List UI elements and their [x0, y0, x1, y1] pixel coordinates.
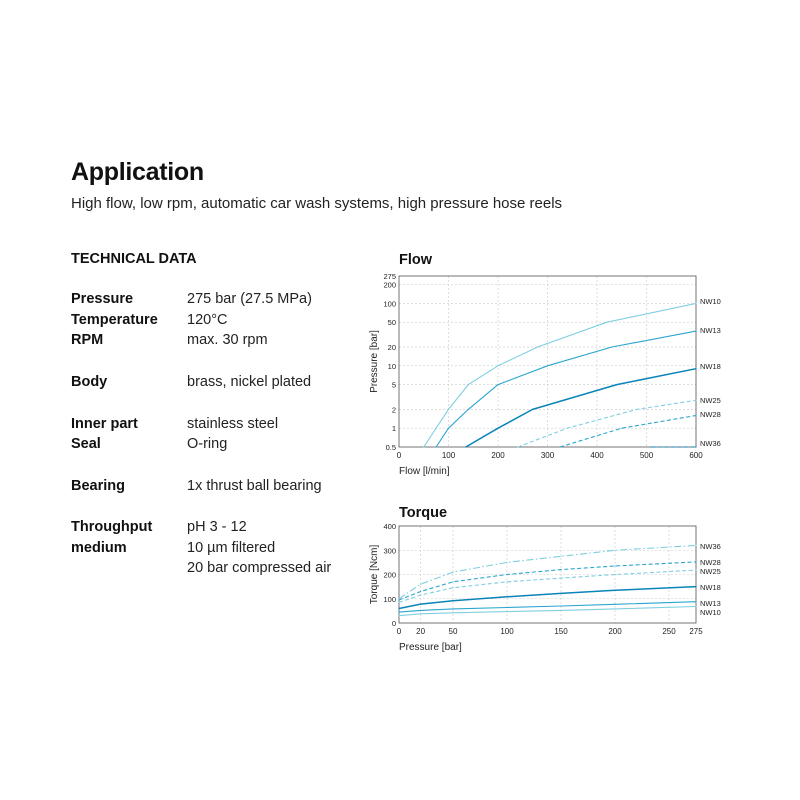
torque-point-nw36 — [560, 556, 561, 557]
flow-y-tick-label: 1 — [391, 424, 396, 434]
torque-point-nw36 — [420, 584, 421, 585]
torque-point-nw18 — [506, 596, 507, 597]
flow-point-nw10 — [436, 428, 437, 429]
spec-label-bearing: Bearing — [71, 478, 125, 494]
spec-label-temperature: Temperature — [71, 312, 158, 328]
torque-point-nw10 — [398, 615, 399, 616]
flow-chart — [369, 272, 721, 477]
torque-series-nw10 — [399, 607, 696, 616]
flow-point-nw10 — [606, 322, 607, 323]
spec-value-compressed-air: 20 bar compressed air — [187, 560, 332, 576]
flow-point-nw10 — [448, 409, 449, 410]
torque-point-nw18 — [614, 590, 615, 591]
torque-x-tick-label: 50 — [448, 627, 458, 636]
flow-x-tick-label: 600 — [689, 451, 703, 460]
torque-point-nw36 — [695, 545, 696, 546]
flow-y-tick-label: 50 — [387, 318, 396, 328]
spec-label-body: Body — [71, 374, 108, 390]
spec-value-filtered: 10 µm filtered — [187, 540, 276, 556]
flow-series-label-nw25: NW25 — [700, 396, 721, 405]
flow-point-nw10 — [537, 346, 538, 347]
flow-y-tick-label: 20 — [387, 343, 396, 353]
flow-point-nw25 — [517, 446, 518, 447]
torque-point-nw28 — [420, 591, 421, 592]
torque-x-tick-label: 150 — [554, 627, 568, 636]
flow-point-nw18 — [695, 368, 696, 369]
torque-point-nw25 — [452, 587, 453, 588]
flow-point-nw10 — [423, 446, 424, 447]
torque-point-nw10 — [420, 613, 421, 614]
spec-label-inner-part: Inner part — [71, 416, 138, 432]
flow-series-nw10 — [424, 303, 696, 447]
flow-series-nw13 — [436, 331, 696, 447]
flow-series-label-nw13: NW13 — [700, 326, 721, 335]
torque-series-nw25 — [399, 570, 696, 602]
torque-point-nw18 — [420, 604, 421, 605]
flow-point-nw36 — [695, 446, 696, 447]
torque-point-nw10 — [695, 606, 696, 607]
torque-point-nw36 — [614, 550, 615, 551]
flow-point-nw28 — [559, 446, 560, 447]
torque-point-nw25 — [614, 574, 615, 575]
flow-point-nw10 — [695, 303, 696, 304]
flow-x-axis-label: Flow [l/min] — [399, 466, 450, 477]
flow-y-tick-label: 200 — [383, 280, 396, 290]
torque-point-nw10 — [506, 611, 507, 612]
torque-y-tick-label: 0 — [391, 619, 396, 628]
torque-point-nw10 — [452, 612, 453, 613]
spec-label-rpm: RPM — [71, 332, 104, 348]
torque-x-axis-label: Pressure [bar] — [399, 642, 462, 653]
flow-series-nw28 — [560, 416, 696, 448]
spec-value-bearing: 1x thrust ball bearing — [187, 478, 322, 494]
spec-label-pressure: Pressure — [71, 291, 134, 307]
spec-value-temperature: 120°C — [187, 312, 228, 328]
torque-y-tick-label: 100 — [383, 594, 396, 604]
torque-point-nw13 — [420, 610, 421, 611]
flow-point-nw18 — [532, 409, 533, 410]
torque-point-nw10 — [560, 610, 561, 611]
flow-series-label-nw18: NW18 — [700, 362, 721, 371]
torque-x-tick-label: 100 — [500, 627, 514, 636]
torque-point-nw25 — [695, 570, 696, 571]
flow-y-tick-label: 5 — [391, 380, 396, 390]
flow-point-nw18 — [465, 446, 466, 447]
torque-x-tick-label: 0 — [396, 627, 402, 636]
technical-data-heading: TECHNICAL DATA — [71, 251, 197, 267]
torque-point-nw13 — [614, 604, 615, 605]
torque-point-nw28 — [614, 565, 615, 566]
torque-point-nw25 — [398, 602, 399, 603]
torque-point-nw10 — [614, 608, 615, 609]
torque-point-nw13 — [560, 605, 561, 606]
torque-y-tick-label: 300 — [383, 546, 396, 556]
torque-point-nw28 — [452, 581, 453, 582]
torque-x-tick-label: 275 — [689, 627, 703, 636]
torque-series-label-nw13: NW13 — [700, 599, 721, 608]
flow-x-tick-label: 300 — [540, 451, 555, 460]
torque-point-nw18 — [560, 593, 561, 594]
flow-point-nw13 — [547, 365, 548, 366]
flow-point-nw13 — [497, 384, 498, 385]
flow-y-tick-label: 100 — [383, 299, 396, 309]
torque-point-nw36 — [398, 598, 399, 599]
torque-x-tick-label: 20 — [416, 627, 426, 636]
torque-series-label-nw36: NW36 — [700, 542, 721, 551]
spec-value-pressure: 275 bar (27.5 MPa) — [187, 291, 312, 307]
spec-value-seal: O-ring — [187, 436, 228, 452]
flow-x-tick-label: 0 — [396, 451, 402, 460]
flow-point-nw13 — [436, 446, 437, 447]
spec-label-seal: Seal — [71, 436, 101, 452]
torque-point-nw13 — [695, 601, 696, 602]
torque-x-tick-label: 250 — [662, 627, 676, 636]
flow-x-tick-label: 400 — [590, 451, 604, 460]
flow-point-nw13 — [611, 346, 612, 347]
flow-point-nw18 — [616, 384, 617, 385]
torque-point-nw28 — [506, 574, 507, 575]
flow-x-tick-label: 500 — [639, 451, 654, 460]
flow-point-nw28 — [621, 428, 622, 429]
flow-point-nw25 — [567, 428, 568, 429]
flow-series-label-nw28: NW28 — [700, 410, 721, 419]
torque-y-axis-label: Torque [Ncm] — [369, 544, 380, 605]
spec-value-rpm: max. 30 rpm — [187, 332, 268, 348]
flow-point-nw13 — [448, 428, 449, 429]
flow-series-nw18 — [466, 369, 696, 447]
torque-point-nw36 — [506, 562, 507, 563]
flow-point-nw28 — [695, 415, 696, 416]
flow-series-label-nw36: NW36 — [700, 439, 721, 448]
torque-y-tick-label: 200 — [383, 570, 396, 580]
torque-series-label-nw28: NW28 — [700, 558, 721, 567]
application-subtitle: High flow, low rpm, automatic car wash systems, high pressure hose reels — [71, 195, 563, 212]
flow-point-nw18 — [497, 428, 498, 429]
spec-value-body: brass, nickel plated — [187, 374, 312, 390]
torque-point-nw18 — [452, 600, 453, 601]
spec-label-medium: medium — [71, 540, 127, 556]
application-title: Application — [71, 158, 204, 186]
torque-chart-title: Torque — [399, 505, 448, 521]
flow-y-tick-label: 0.5 — [385, 443, 396, 452]
flow-point-nw10 — [468, 384, 469, 385]
spec-label-throughput: Throughput — [71, 519, 153, 535]
torque-point-nw13 — [452, 608, 453, 609]
flow-y-tick-label: 275 — [383, 272, 396, 281]
flow-chart-title: Flow — [399, 252, 433, 268]
torque-point-nw28 — [560, 569, 561, 570]
flow-point-nw13 — [695, 331, 696, 332]
torque-point-nw25 — [560, 578, 561, 579]
torque-chart — [369, 522, 721, 653]
torque-x-tick-label: 200 — [608, 627, 622, 636]
torque-series-label-nw10: NW10 — [700, 608, 721, 617]
torque-point-nw28 — [695, 561, 696, 562]
flow-y-tick-label: 2 — [391, 405, 396, 415]
flow-x-tick-label: 200 — [491, 451, 505, 460]
flow-point-nw25 — [695, 400, 696, 401]
flow-series-label-nw10: NW10 — [700, 297, 721, 306]
flow-series-nw25 — [518, 400, 696, 447]
torque-point-nw36 — [452, 572, 453, 573]
torque-point-nw25 — [506, 581, 507, 582]
torque-point-nw13 — [398, 612, 399, 613]
torque-y-tick-label: 400 — [383, 522, 396, 531]
torque-series-label-nw25: NW25 — [700, 567, 721, 576]
flow-point-nw36 — [651, 446, 652, 447]
flow-point-nw25 — [636, 409, 637, 410]
torque-point-nw28 — [398, 599, 399, 600]
flow-point-nw13 — [468, 409, 469, 410]
torque-series-label-nw18: NW18 — [700, 583, 721, 592]
spec-value-inner-part: stainless steel — [187, 416, 279, 432]
flow-y-axis-label: Pressure [bar] — [369, 330, 380, 393]
torque-point-nw18 — [398, 608, 399, 609]
flow-point-nw10 — [497, 365, 498, 366]
spec-value-ph: pH 3 - 12 — [187, 519, 247, 535]
flow-x-tick-label: 100 — [441, 451, 456, 460]
torque-point-nw18 — [695, 586, 696, 587]
torque-point-nw13 — [506, 607, 507, 608]
torque-point-nw25 — [420, 595, 421, 596]
flow-y-tick-label: 10 — [387, 361, 396, 371]
